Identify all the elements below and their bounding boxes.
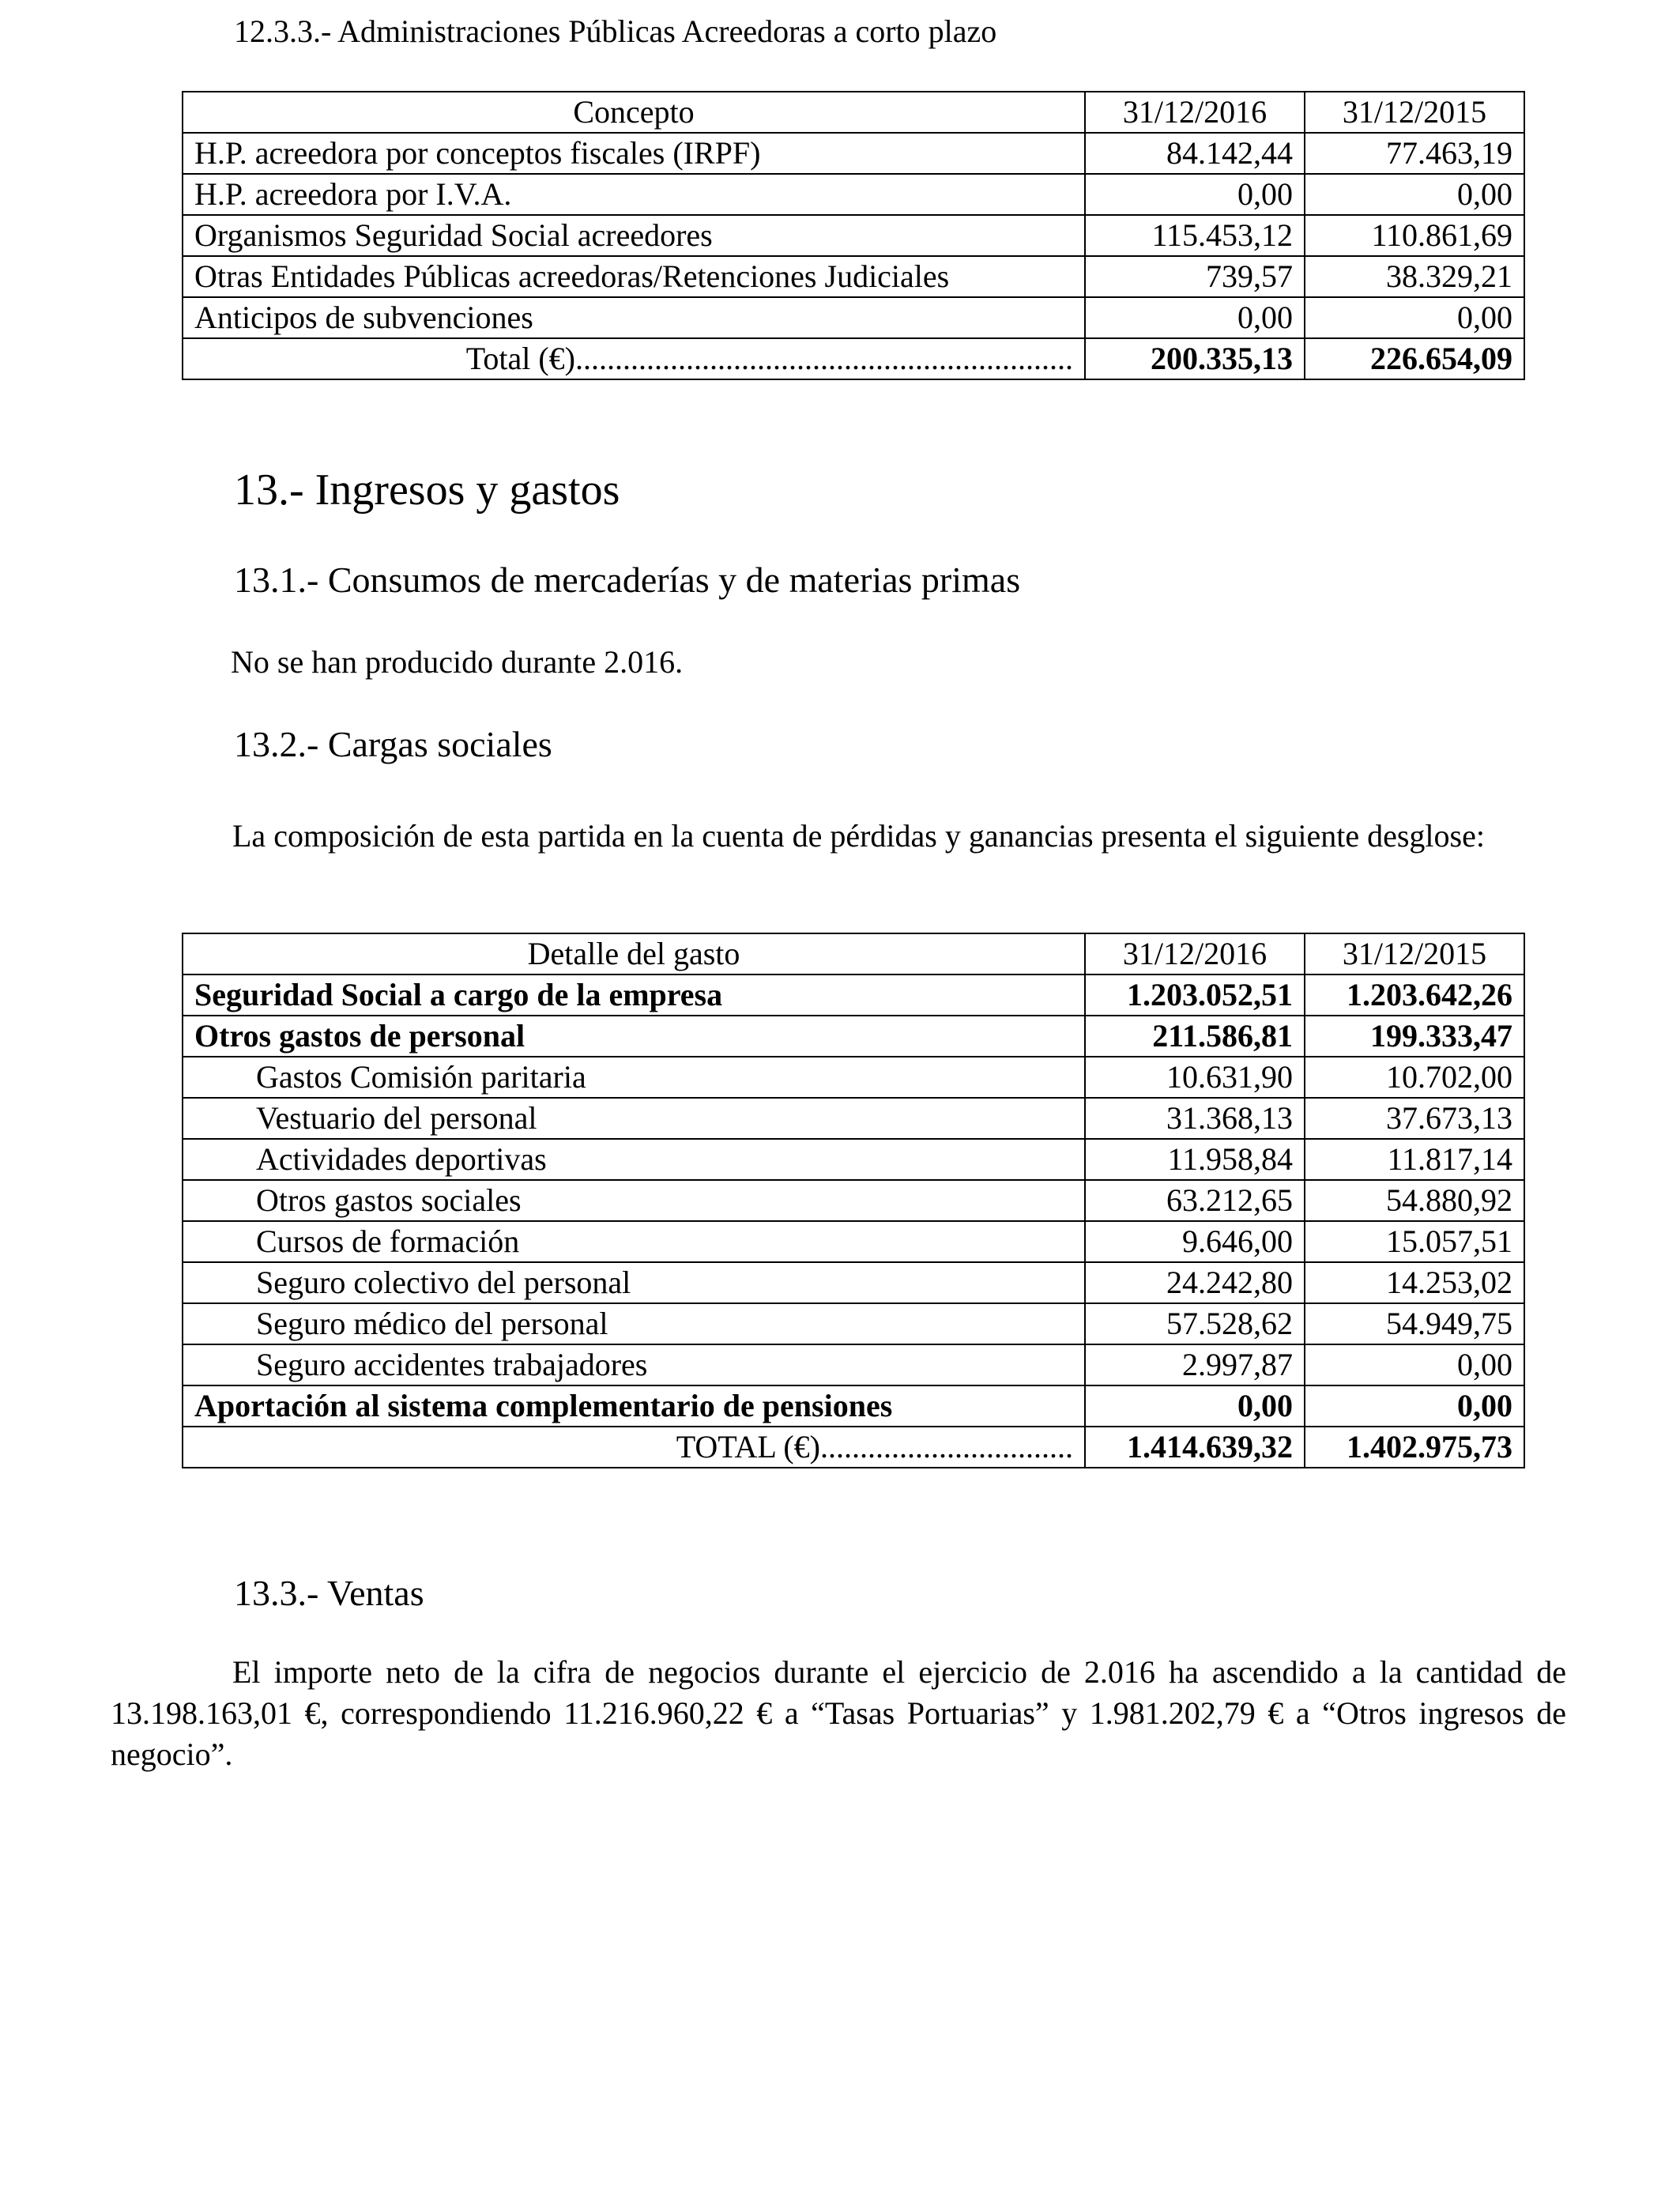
total-row — [183, 338, 1524, 379]
total-leader-dots: ............................................................... — [575, 341, 1073, 376]
social-charges-table — [182, 933, 1525, 1468]
section-13-2-text: La composición de esta partida en la cuenta de pérdidas y ganancias presenta el siguiente desglose: — [232, 818, 1485, 854]
header-2015: 31/12/2015 — [1305, 92, 1524, 133]
row-label: Otras Entidades Públicas acreedoras/Retenciones Judiciales — [183, 256, 1085, 297]
row-value-2015: 0,00 — [1305, 174, 1524, 215]
row-value-2015: 77.463,19 — [1305, 133, 1524, 174]
row-value-2016: 1.203.052,51 — [1085, 974, 1305, 1016]
header-2016: 31/12/2016 — [1085, 933, 1305, 974]
row-value-2016: 211.586,81 — [1085, 1016, 1305, 1057]
creditors-table — [182, 91, 1525, 380]
row-value-2016: 57.528,62 — [1085, 1303, 1305, 1344]
total-label: TOTAL (€) — [676, 1429, 820, 1465]
section-13-1-text: No se han producido durante 2.016. — [231, 644, 684, 680]
table-row — [183, 174, 1524, 215]
table-row — [183, 1098, 1524, 1139]
row-value-2015: 0,00 — [1305, 1344, 1524, 1385]
row-value-2015: 14.253,02 — [1305, 1262, 1524, 1303]
row-label: Seguridad Social a cargo de la empresa — [183, 974, 1085, 1016]
header-2016: 31/12/2016 — [1085, 92, 1305, 133]
total-value-2015: 226.654,09 — [1305, 338, 1524, 379]
row-label: Vestuario del personal — [183, 1098, 1085, 1139]
row-label: Seguro accidentes trabajadores — [183, 1344, 1085, 1385]
row-value-2015: 199.333,47 — [1305, 1016, 1524, 1057]
table-row — [183, 1221, 1524, 1262]
row-value-2016: 0,00 — [1085, 174, 1305, 215]
table-header-row — [183, 933, 1524, 974]
table-row — [183, 974, 1524, 1016]
row-value-2015: 1.203.642,26 — [1305, 974, 1524, 1016]
total-leader-dots: ................................ — [820, 1429, 1073, 1465]
table-row — [183, 1016, 1524, 1057]
row-label: Seguro médico del personal — [183, 1303, 1085, 1344]
header-detalle: Detalle del gasto — [183, 933, 1085, 974]
table-row — [183, 1385, 1524, 1427]
section-13-3-text: El importe neto de la cifra de negocios durante el ejercicio de 2.016 ha ascendido a la cantidad de 13.198.163,01 €, correspondiendo 11.216.960,22 € a “Tasas Portuarias” y 1.981.202,79 € a “Otros ingresos de negocio”. — [111, 1654, 1566, 1772]
section-13-1-title: 13.1.- Consumos de mercaderías y de materias primas — [234, 560, 1021, 600]
row-value-2016: 84.142,44 — [1085, 133, 1305, 174]
row-label: H.P. acreedora por conceptos fiscales (IRPF) — [183, 133, 1085, 174]
total-row — [183, 1427, 1524, 1468]
total-value-2016: 200.335,13 — [1085, 338, 1305, 379]
total-value-2015: 1.402.975,73 — [1305, 1427, 1524, 1468]
total-value-2016: 1.414.639,32 — [1085, 1427, 1305, 1468]
table-row — [183, 1344, 1524, 1385]
table-row — [183, 1139, 1524, 1180]
row-value-2016: 9.646,00 — [1085, 1221, 1305, 1262]
table-row — [183, 1180, 1524, 1221]
row-label: Gastos Comisión paritaria — [183, 1057, 1085, 1098]
table-row — [183, 215, 1524, 256]
row-value-2016: 63.212,65 — [1085, 1180, 1305, 1221]
row-value-2016: 115.453,12 — [1085, 215, 1305, 256]
row-value-2016: 24.242,80 — [1085, 1262, 1305, 1303]
section-13-3-title: 13.3.- Ventas — [234, 1573, 424, 1613]
row-value-2016: 11.958,84 — [1085, 1139, 1305, 1180]
row-value-2015: 0,00 — [1305, 297, 1524, 338]
table-row — [183, 1057, 1524, 1098]
row-value-2015: 11.817,14 — [1305, 1139, 1524, 1180]
row-value-2016: 0,00 — [1085, 1385, 1305, 1427]
row-value-2016: 2.997,87 — [1085, 1344, 1305, 1385]
table-row — [183, 133, 1524, 174]
row-value-2016: 739,57 — [1085, 256, 1305, 297]
row-value-2015: 54.949,75 — [1305, 1303, 1524, 1344]
section-13-2-title: 13.2.- Cargas sociales — [234, 724, 552, 764]
row-label: Aportación al sistema complementario de pensiones — [183, 1385, 1085, 1427]
row-value-2016: 0,00 — [1085, 297, 1305, 338]
row-value-2015: 110.861,69 — [1305, 215, 1524, 256]
row-value-2015: 0,00 — [1305, 1385, 1524, 1427]
row-label: Seguro colectivo del personal — [183, 1262, 1085, 1303]
table-row — [183, 297, 1524, 338]
row-label: Otros gastos sociales — [183, 1180, 1085, 1221]
row-label: Anticipos de subvenciones — [183, 297, 1085, 338]
total-label: Total (€) — [465, 341, 575, 376]
row-label: Organismos Seguridad Social acreedores — [183, 215, 1085, 256]
table-row — [183, 1303, 1524, 1344]
row-value-2015: 10.702,00 — [1305, 1057, 1524, 1098]
section-13-title: 13.- Ingresos y gastos — [234, 466, 620, 515]
row-value-2016: 31.368,13 — [1085, 1098, 1305, 1139]
row-value-2015: 54.880,92 — [1305, 1180, 1524, 1221]
row-value-2015: 38.329,21 — [1305, 256, 1524, 297]
header-concepto: Concepto — [183, 92, 1085, 133]
section-12-3-3-title: 12.3.3.- Administraciones Públicas Acreedoras a corto plazo — [234, 13, 997, 49]
table-row — [183, 1262, 1524, 1303]
row-value-2015: 15.057,51 — [1305, 1221, 1524, 1262]
row-value-2015: 37.673,13 — [1305, 1098, 1524, 1139]
header-2015: 31/12/2015 — [1305, 933, 1524, 974]
table-header-row — [183, 92, 1524, 133]
row-label: Actividades deportivas — [183, 1139, 1085, 1180]
row-label: H.P. acreedora por I.V.A. — [183, 174, 1085, 215]
table-row — [183, 256, 1524, 297]
row-label: Cursos de formación — [183, 1221, 1085, 1262]
row-label: Otros gastos de personal — [183, 1016, 1085, 1057]
total-label-cell — [183, 338, 1085, 379]
row-value-2016: 10.631,90 — [1085, 1057, 1305, 1098]
total-label-cell — [183, 1427, 1085, 1468]
